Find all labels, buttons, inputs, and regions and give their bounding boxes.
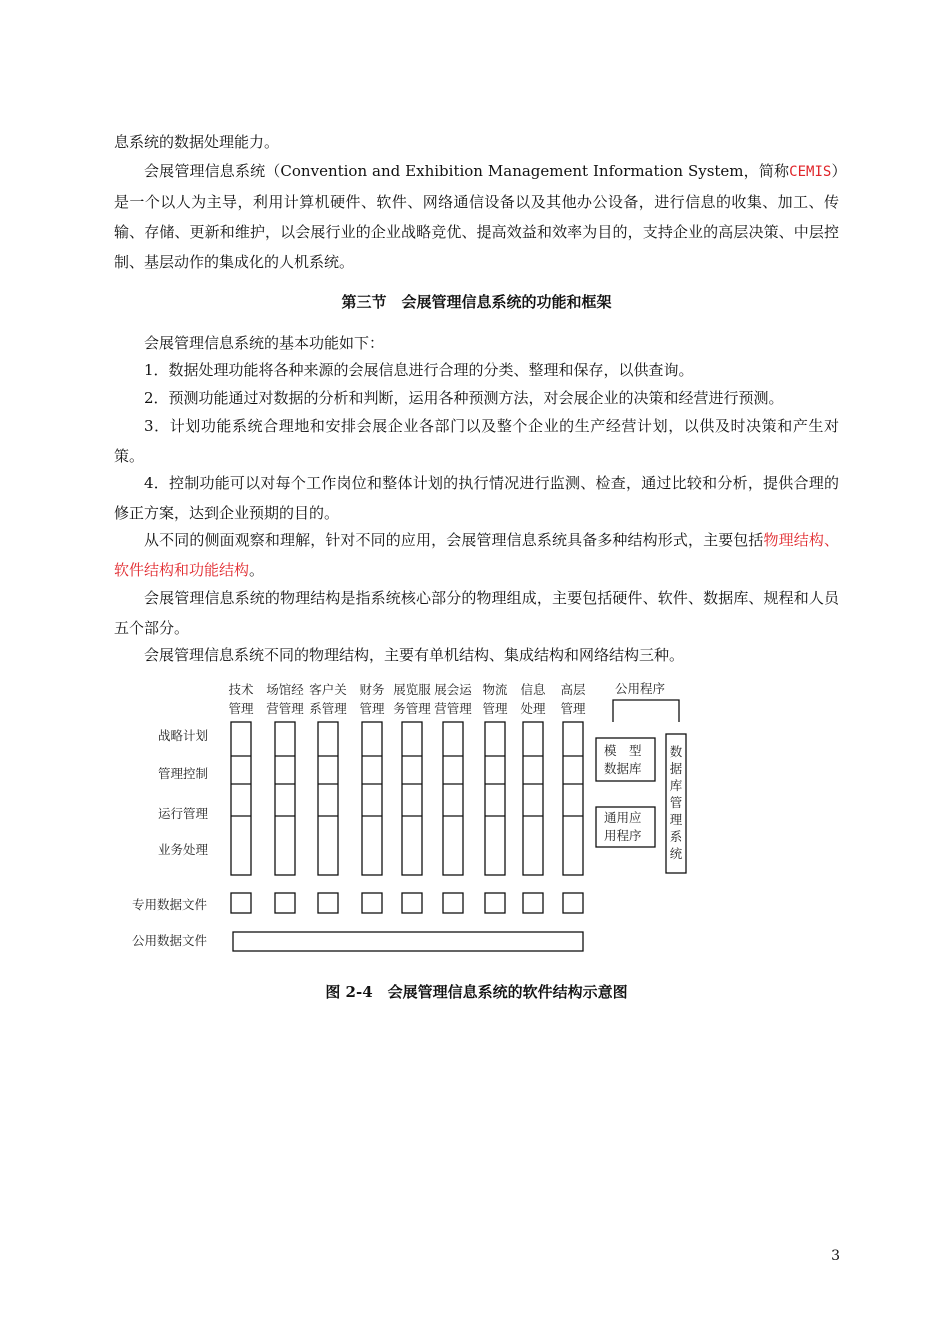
public-files-label: 公用数据文件 — [132, 933, 208, 948]
cemis-abbreviation: CEMIS — [789, 164, 832, 180]
function-column-box — [275, 722, 295, 875]
row-label: 管理控制 — [158, 766, 209, 781]
column-header: 管理 — [482, 701, 508, 716]
private-files-label: 专用数据文件 — [132, 897, 208, 912]
function-column-box — [485, 722, 505, 875]
dbms-label-char: 系 — [669, 829, 683, 844]
dbms-label-char: 理 — [669, 812, 683, 827]
paragraph: 会展管理信息系统的物理结构是指系统核心部分的物理组成，主要包括硬件、软件、数据库、规程和人员五个部分。 — [114, 589, 839, 637]
dbms-label-char: 据 — [669, 761, 683, 776]
function-column-box — [318, 722, 338, 875]
private-data-file-box — [523, 893, 543, 913]
function-column-box — [443, 722, 463, 875]
column-header: 财务 — [359, 682, 385, 697]
private-data-file-box — [443, 893, 463, 913]
column-header: 信息 — [520, 682, 546, 697]
dbms-label-char: 管 — [669, 795, 683, 810]
paragraph: 会展管理信息系统的基本功能如下： — [144, 334, 385, 352]
function-column-box — [563, 722, 583, 875]
column-header: 客户关 — [309, 682, 347, 697]
private-data-file-box — [275, 893, 295, 913]
private-data-file-box — [318, 893, 338, 913]
row-label: 战略计划 — [158, 728, 209, 743]
paragraph: 息系统的数据处理能力。 — [114, 133, 280, 151]
column-header: 展会运 — [434, 682, 472, 697]
column-header: 技术 — [228, 682, 254, 697]
private-data-file-box — [402, 893, 422, 913]
model-database-label: 模 型 — [604, 743, 642, 758]
column-header: 场馆经 — [266, 682, 304, 697]
column-header: 管理 — [560, 701, 586, 716]
section-heading: 第三节 会展管理信息系统的功能和框架 — [341, 293, 612, 311]
paragraph-cemis-definition: 会展管理信息系统（Convention and Exhibition Management Information System，简称CEMIS）是一个以人为主导，利用计算机硬件、软件、网络通信设备以及其他办公设备，进行信息的收集、加工、传输、存储、更新和维护，以会展行业的企业战略竞优、提高效益和效率为目的，支持企业的高层决策、中层控制、基层动作的集成化的人机系统。 — [114, 162, 839, 271]
function-column-box — [231, 722, 251, 875]
column-header: 处理 — [520, 701, 546, 716]
dbms-label-char: 库 — [669, 778, 683, 793]
column-header: 系管理 — [309, 701, 347, 716]
public-programs-label: 公用程序 — [615, 681, 666, 696]
column-header: 高层 — [560, 682, 586, 697]
private-data-file-box — [563, 893, 583, 913]
private-data-file-box — [231, 893, 251, 913]
public-data-file-box — [233, 932, 583, 951]
list-item: 1．数据处理功能将各种来源的会展信息进行合理的分类、整理和保存，以供查询。 — [144, 361, 694, 379]
general-application-label: 用程序 — [604, 828, 642, 843]
row-label: 运行管理 — [158, 806, 209, 821]
column-header: 管理 — [228, 701, 254, 716]
private-data-file-box — [362, 893, 382, 913]
general-application-label: 通用应 — [604, 810, 642, 825]
column-header: 物流 — [482, 682, 508, 697]
highlight-structures: 物理结构、软件结构和功能结构 — [114, 531, 839, 579]
figure-caption: 图 2-4 会展管理信息系统的软件结构示意图 — [325, 983, 628, 1001]
public-programs-bracket — [613, 700, 679, 722]
dbms-label-char: 统 — [669, 846, 683, 861]
list-item: 2．预测功能通过对数据的分析和判断，运用各种预测方法，对会展企业的决策和经营进行预测。 — [144, 389, 784, 407]
paragraph: 从不同的侧面观察和理解，针对不同的应用，会展管理信息系统具备多种结构形式，主要包括物理结构、软件结构和功能结构。 — [114, 531, 839, 579]
function-column-box — [402, 722, 422, 875]
paragraph: 会展管理信息系统不同的物理结构，主要有单机结构、集成结构和网络结构三种。 — [144, 646, 685, 664]
column-header: 务管理 — [393, 701, 431, 716]
function-column-box — [362, 722, 382, 875]
column-header: 管理 — [359, 701, 385, 716]
function-column-box — [523, 722, 543, 875]
list-item: 3．计划功能系统合理地和安排会展企业各部门以及整个企业的生产经营计划，以供及时决策和产生对策。 — [114, 417, 839, 465]
column-header: 营管理 — [434, 701, 472, 716]
model-database-label: 数据库 — [604, 761, 642, 776]
dbms-label-char: 数 — [669, 744, 683, 759]
column-header: 营管理 — [266, 701, 304, 716]
list-item: 4．控制功能可以对每个工作岗位和整体计划的执行情况进行监测、检查，通过比较和分析，提供合理的修正方案，达到企业预期的目的。 — [114, 474, 839, 522]
row-label: 业务处理 — [158, 842, 209, 857]
page-number: 3 — [831, 1248, 840, 1264]
column-header: 展览服 — [393, 682, 431, 697]
private-data-file-box — [485, 893, 505, 913]
